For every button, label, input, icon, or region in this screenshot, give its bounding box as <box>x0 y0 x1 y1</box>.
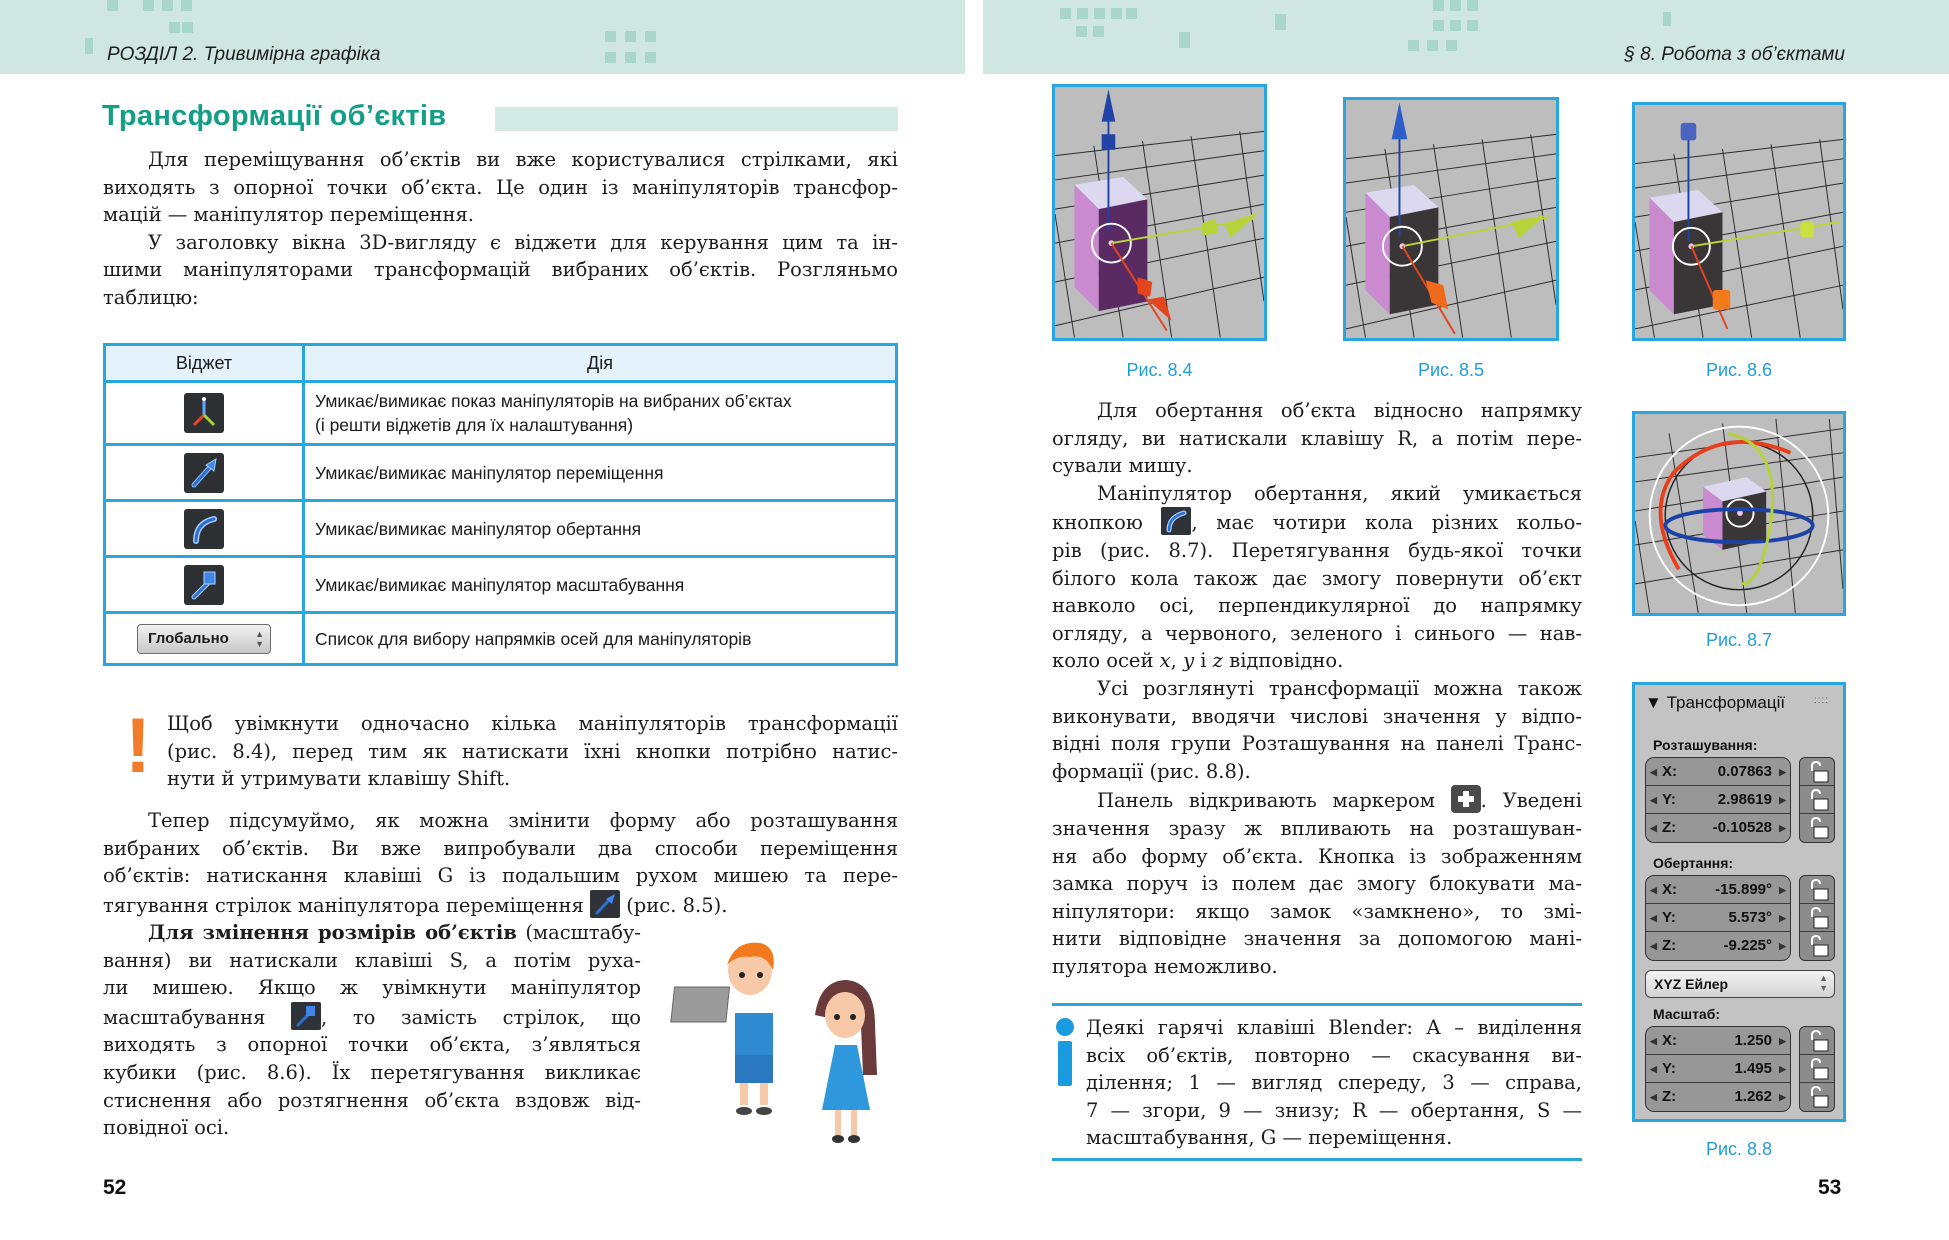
text-line: Тепер підсумуймо, як можна змінити форму або розташування <box>148 809 898 832</box>
text-line: Для переміщування об’єктів ви вже користувалися стрілками, які <box>148 148 898 171</box>
decrement-arrow-icon[interactable]: ◀ <box>1650 1092 1657 1102</box>
section-title: Трансформації об’єктів <box>102 100 447 132</box>
decrement-arrow-icon[interactable]: ◀ <box>1650 767 1657 777</box>
paragraph-body <box>1052 397 1582 980</box>
scale-locks <box>1799 1026 1835 1112</box>
table-row <box>105 382 897 445</box>
text-line: (рис. 8.4), перед тим як натискати їхні кнопки потрібно натис- <box>167 739 898 763</box>
decor-square <box>143 0 154 11</box>
location-y-field[interactable] <box>1646 786 1790 814</box>
info-paragraph <box>1086 1014 1582 1152</box>
decrement-arrow-icon[interactable]: ◀ <box>1650 795 1657 805</box>
text-fragment: Панель відкривають маркером <box>1097 789 1435 813</box>
decor-square <box>1467 0 1478 11</box>
text-line: пулятора неможливо. <box>1052 954 1278 978</box>
page-number-right: 53 <box>1818 1176 1842 1199</box>
text-line: рів (рис. 8.7). Перетягування будь-якої точки <box>1052 538 1582 562</box>
unlocked-padlock-icon[interactable] <box>1800 904 1834 932</box>
increment-arrow-icon[interactable]: ▶ <box>1779 767 1786 777</box>
decor-square <box>605 31 616 42</box>
text-line: шими маніпуляторами трансформацій вибраних об’єктів. Розгляньмо <box>103 258 898 282</box>
axis-label: Y: <box>1662 909 1676 926</box>
figure-caption: Рис. 8.5 <box>1417 360 1485 380</box>
rotate-paragraph <box>1052 397 1582 980</box>
location-x-field[interactable] <box>1646 758 1790 786</box>
text-line: масштабування, G — переміщення. <box>1086 1126 1453 1150</box>
text-line: об’єктів: натискання клавіші G із подальшим рухом мишею та пере- <box>103 864 898 888</box>
axis-label: X: <box>1662 881 1677 898</box>
text-fragment: , має чотири кола різних кольо- <box>1191 511 1582 535</box>
figure-caption: Рис. 8.4 <box>1126 360 1193 380</box>
axis-label: Y: <box>1662 791 1676 808</box>
increment-arrow-icon[interactable]: ▶ <box>1779 1092 1786 1102</box>
text-line <box>103 1002 641 1032</box>
text-line: нути й утримувати клавішу Shift. <box>167 767 511 791</box>
text-line: ніпулятори: якщо замок «замкнено», то змі- <box>1052 899 1582 923</box>
decor-square <box>605 52 616 63</box>
rotation-mode-dropdown[interactable] <box>1645 970 1835 998</box>
rotation-y-field[interactable] <box>1646 904 1790 932</box>
decor-square <box>1275 14 1286 30</box>
text-line: формації (рис. 8.8). <box>1052 759 1251 783</box>
text-line: повідної осі. <box>103 1116 230 1140</box>
info-icon <box>1055 1018 1075 1086</box>
text-fragment: кнопкою <box>1052 511 1143 535</box>
rotation-mode-value: XYZ Ейлер <box>1654 976 1729 992</box>
text-line: Щоб увімкнути одночасно кілька маніпуляторів трансформації <box>167 712 898 735</box>
figure-8-7-image <box>1632 411 1846 616</box>
scale-y-field[interactable] <box>1646 1055 1790 1083</box>
figure-8-4-image <box>1052 84 1267 341</box>
text-fragment: коло осей <box>1052 649 1160 673</box>
decor-square <box>85 38 93 54</box>
text-line: навколо осі, перпендикулярної до напрямку <box>1052 594 1582 618</box>
location-locks <box>1799 757 1835 843</box>
field-value: 2.98619 <box>1717 791 1772 808</box>
increment-arrow-icon[interactable]: ▶ <box>1779 885 1786 895</box>
text-fragment: відповідно. <box>1223 649 1344 673</box>
widgets-table <box>103 343 898 666</box>
left-running-header-band <box>0 0 965 74</box>
decor-square <box>1427 40 1438 51</box>
decor-square <box>645 31 656 42</box>
field-value: 1.495 <box>1734 1060 1772 1077</box>
field-value: 5.573° <box>1728 909 1772 926</box>
decor-square <box>1450 0 1461 11</box>
running-header-right: § 8. Робота з об’єктами <box>1624 44 1845 65</box>
text-line: ня або форму об’єкта. Кнопка із зображенням <box>1052 844 1582 868</box>
axis-x: x <box>1159 649 1171 673</box>
action-cell: Список для вибору напрямків осей для маніпуляторів <box>304 613 897 665</box>
text-line: У заголовку вікна 3D-вигляду є віджети для керування цим та ін- <box>148 230 898 254</box>
decor-square <box>1111 8 1122 19</box>
action-cell: Умикає/вимикає маніпулятор обертання <box>304 501 897 557</box>
bold-term: Для змінення розмірів об’єктів <box>148 921 517 944</box>
info-rule-top <box>1052 1003 1582 1006</box>
scale-fields <box>1645 1026 1791 1112</box>
field-value: 0.07863 <box>1717 763 1772 780</box>
text-line <box>1052 647 1582 675</box>
action-cell <box>304 382 897 445</box>
scale-manipulator-icon <box>184 565 224 605</box>
running-header-left: РОЗДІЛ 2. Тривимірна графіка <box>107 44 381 65</box>
field-value: -9.225° <box>1723 937 1772 954</box>
scale-label: Масштаб: <box>1653 1006 1721 1022</box>
text-line: відні поля групи Розташування на панелі Транс- <box>1052 732 1582 756</box>
text-line <box>103 890 898 920</box>
table-header-row <box>105 345 897 382</box>
manipulator-toggle-icon <box>184 393 224 433</box>
page-number-left: 52 <box>103 1176 127 1199</box>
decor-square <box>1433 20 1444 31</box>
axis-label: X: <box>1662 1032 1677 1049</box>
increment-arrow-icon[interactable]: ▶ <box>1779 941 1786 951</box>
transform-panel <box>1632 682 1846 1122</box>
unlocked-padlock-icon[interactable] <box>1800 1083 1834 1111</box>
column-header-widget: Віджет <box>105 345 304 382</box>
text-fragment: і <box>1194 649 1213 673</box>
scale-z-field[interactable] <box>1646 1083 1790 1111</box>
updown-arrows-icon: ▲ ▼ <box>1819 973 1828 993</box>
axis-label: Z: <box>1662 937 1677 954</box>
action-cell: Умикає/вимикає маніпулятор масштабування <box>304 557 897 613</box>
translate-manipulator-icon <box>184 453 224 493</box>
table-row <box>105 613 897 665</box>
axis-label: Z: <box>1662 819 1677 836</box>
scale-x-field[interactable] <box>1646 1027 1790 1055</box>
decor-square <box>162 0 173 11</box>
text-fragment: (рис. 8.5). <box>626 893 728 917</box>
widget-cell <box>105 557 304 613</box>
text-fragment: , <box>1170 649 1184 673</box>
intro-paragraph <box>103 146 898 312</box>
decrement-arrow-icon[interactable]: ◀ <box>1650 885 1657 895</box>
field-value: 1.250 <box>1734 1032 1772 1049</box>
increment-arrow-icon[interactable]: ▶ <box>1779 1064 1786 1074</box>
figure-8-6-image <box>1632 102 1846 341</box>
rotate-manipulator-icon <box>184 509 224 549</box>
drag-grip-icon[interactable]: :::: <box>1813 695 1829 706</box>
location-fields <box>1645 757 1791 843</box>
decrement-arrow-icon[interactable]: ◀ <box>1650 1064 1657 1074</box>
axis-y: y <box>1183 649 1195 673</box>
text-line: таблицю: <box>103 285 199 309</box>
decor-square <box>1446 40 1457 51</box>
decor-square <box>1663 12 1671 26</box>
text-line: Для обертання об’єкта відносно напрямку <box>1097 399 1582 422</box>
text-line: вибраних об’єктів. Ви вже випробували два способи переміщення <box>103 836 898 860</box>
text-line: замка поруч із полем дає змогу блокувати ма- <box>1052 872 1582 896</box>
unlocked-padlock-icon[interactable] <box>1800 932 1834 960</box>
summary-paragraph <box>103 807 898 919</box>
text-line: Маніпулятор обертання, який умикається <box>1097 481 1582 505</box>
unlocked-padlock-icon[interactable] <box>1800 876 1834 904</box>
axis-label: Y: <box>1662 1060 1676 1077</box>
table-row <box>105 445 897 501</box>
axis-z: z <box>1212 649 1224 673</box>
decrement-arrow-icon[interactable]: ◀ <box>1650 913 1657 923</box>
increment-arrow-icon[interactable]: ▶ <box>1779 795 1786 805</box>
text-line: сували мишу. <box>1052 454 1193 478</box>
column-header-action: Дія <box>304 345 897 382</box>
rotation-locks <box>1799 875 1835 961</box>
text-line: виходять з опорної точки об’єкта, з’являться <box>103 1033 641 1057</box>
text-line: виходять з опорної точки об’єкта. Це один із маніпуляторів трансфор- <box>103 175 898 199</box>
text-line: вання) ви натискали клавіші S, а потім руха- <box>103 948 641 972</box>
decrement-arrow-icon[interactable]: ◀ <box>1650 941 1657 951</box>
text-line: ділення; 1 — вигляд спереду, 3 — справа, <box>1086 1071 1582 1095</box>
rotation-z-field[interactable] <box>1646 932 1790 960</box>
exclamation-icon: ! <box>125 701 151 789</box>
text-fragment: (масштабу- <box>516 921 641 944</box>
note-paragraph <box>167 710 898 793</box>
text-line: всіх об’єктів, повторно — скасування ви- <box>1086 1043 1582 1067</box>
decor-square <box>169 22 180 33</box>
unlocked-padlock-icon[interactable] <box>1800 1055 1834 1083</box>
unlocked-padlock-icon[interactable] <box>1800 814 1834 842</box>
decor-square <box>1093 26 1104 37</box>
location-label: Розташування: <box>1653 737 1758 753</box>
field-value: 1.262 <box>1734 1088 1772 1105</box>
decor-square <box>1094 8 1105 19</box>
action-cell: Умикає/вимикає маніпулятор переміщення <box>304 445 897 501</box>
widget-cell <box>105 501 304 557</box>
rotate-manipulator-icon <box>1161 507 1191 535</box>
decor-square <box>1467 20 1478 31</box>
unlocked-padlock-icon[interactable] <box>1800 1027 1834 1055</box>
panel-title: Трансформації <box>1666 693 1786 712</box>
text-line: виконувати, вводячи числові значення у відпо- <box>1052 704 1582 728</box>
decor-square <box>1126 8 1137 19</box>
decor-square <box>1433 0 1444 11</box>
location-z-field[interactable] <box>1646 814 1790 842</box>
decor-square <box>1450 20 1461 31</box>
text-line: Деякі гарячі клавіші Blender: A – виділення <box>1086 1016 1582 1039</box>
axis-label: Z: <box>1662 1088 1677 1105</box>
text-line <box>1052 507 1582 537</box>
widget-cell <box>105 382 304 445</box>
panel-header[interactable] <box>1645 693 1785 713</box>
title-decor-bar <box>495 107 898 131</box>
field-value: -15.899° <box>1715 881 1772 898</box>
action-text: Умикає/вимикає показ маніпуляторів на вибраних об’єктах <box>315 391 792 411</box>
decor-square <box>1076 26 1087 37</box>
updown-arrows-icon: ▲ ▼ <box>255 628 264 649</box>
decor-square <box>182 22 193 33</box>
text-line: ли мишею. Якщо ж увімкнути маніпулятор <box>103 976 641 1000</box>
action-text: (і решти віджетів для їх налаштування) <box>315 415 634 435</box>
orientation-dropdown[interactable] <box>137 624 271 654</box>
decor-square <box>625 31 636 42</box>
unlocked-padlock-icon[interactable] <box>1800 786 1834 814</box>
rotation-x-field[interactable] <box>1646 876 1790 904</box>
text-line: кубики (рис. 8.6). Їх перетягування викликає <box>103 1060 641 1084</box>
figure-8-5-image <box>1343 97 1559 341</box>
rotation-label: Обертання: <box>1653 855 1734 871</box>
text-fragment: , то замість стрілок, що <box>321 1005 641 1029</box>
increment-arrow-icon[interactable]: ▶ <box>1779 1036 1786 1046</box>
text-line <box>1052 785 1582 815</box>
orientation-dropdown-value: Глобально <box>148 629 229 647</box>
text-line: огляду, а червоного, зеленого і синього — нав- <box>1052 621 1582 645</box>
field-value: -0.10528 <box>1712 819 1772 836</box>
text-fragment: . Уведені <box>1480 789 1582 813</box>
decor-square <box>1077 8 1088 19</box>
collapse-triangle-icon: ▼ <box>1645 693 1662 712</box>
axis-label: X: <box>1662 763 1677 780</box>
text-fragment: тягування стрілок маніпулятора переміщення <box>103 893 584 917</box>
text-line: стиснення або розтягнення об’єкта вздовж від- <box>103 1088 641 1112</box>
decor-square <box>181 0 192 11</box>
figure-caption: Рис. 8.8 <box>1705 1139 1773 1159</box>
translate-manipulator-icon <box>590 890 620 918</box>
increment-arrow-icon[interactable]: ▶ <box>1779 913 1786 923</box>
decor-square <box>1408 40 1419 51</box>
table-row <box>105 557 897 613</box>
decrement-arrow-icon[interactable]: ◀ <box>1650 823 1657 833</box>
text-line: мацій — маніпулятор переміщення. <box>103 203 474 227</box>
text-fragment: масштабування <box>103 1005 266 1029</box>
plus-marker-icon <box>1451 785 1481 813</box>
decor-square <box>625 52 636 63</box>
text-line: нити відповідне значення за допомогою мані- <box>1052 927 1582 951</box>
children-illustration <box>665 935 910 1155</box>
text-line: Усі розглянуті трансформації можна також <box>1097 676 1582 700</box>
rotation-fields <box>1645 875 1791 961</box>
widget-cell <box>105 613 304 665</box>
figure-caption: Рис. 8.6 <box>1705 360 1773 380</box>
decor-square <box>645 52 656 63</box>
text-line: значення зразу ж впливають на розташуван- <box>1052 816 1582 840</box>
decor-square <box>107 0 118 11</box>
right-running-header-band <box>983 0 1949 74</box>
decor-square <box>1060 8 1071 19</box>
decrement-arrow-icon[interactable]: ◀ <box>1650 1036 1657 1046</box>
text-line: 7 — згори, 9 — знизу; R — обертання, S — <box>1086 1098 1582 1122</box>
figure-caption: Рис. 8.7 <box>1705 630 1773 650</box>
text-line: білого кола також дає змогу повернути об’єкт <box>1052 566 1582 590</box>
table-row <box>105 501 897 557</box>
decor-square <box>1179 32 1190 48</box>
text-line: огляду, ви натискали клавішу R, а потім пере- <box>1052 426 1582 450</box>
info-rule-bottom <box>1052 1158 1582 1161</box>
scale-paragraph <box>103 919 641 1142</box>
unlocked-padlock-icon[interactable] <box>1800 758 1834 786</box>
text-line <box>103 919 641 947</box>
scale-manipulator-icon <box>291 1002 321 1030</box>
widget-cell <box>105 445 304 501</box>
increment-arrow-icon[interactable]: ▶ <box>1779 823 1786 833</box>
